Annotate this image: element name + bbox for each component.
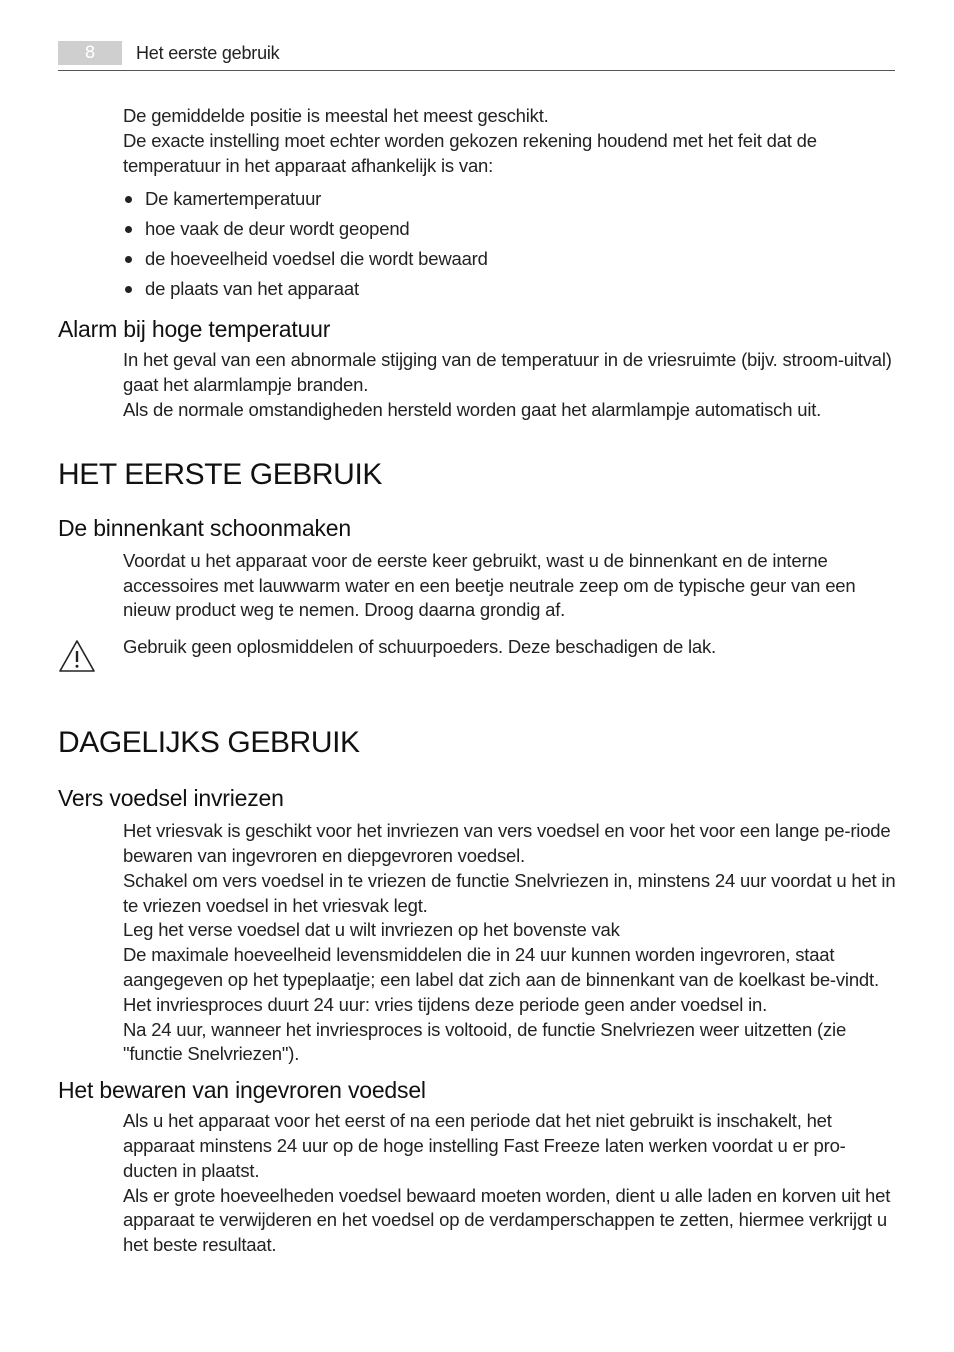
cleaning-heading: De binnenkant schoonmaken [58,514,351,541]
page-number: 8 [58,41,122,65]
freezing-line: De maximale hoeveelheid levensmiddelen die in 24 uur kunnen worden ingevroren, staat aangegeven op het typeplaatje; een label dat zich aan de binnenkant van de koelkast be-vindt. [123,944,879,990]
freezing-line: Na 24 uur, wanneer het invriesproces is voltooid, de functie Snelvriezen weer uitzetten (zie "functie Snelvriezen"). [123,1018,847,1065]
list-item: de plaats van het apparaat [123,274,898,304]
alarm-heading: Alarm bij hoge temperatuur [58,316,331,343]
alarm-line: In het geval van een abnormale stijging van de temperatuur in de vriesruimte (bijv. stroom-uitval) gaat het alarmlampje branden. [123,349,892,396]
cleaning-paragraph: Voordat u het apparaat voor de eerste keer gebruikt, wast u de binnenkant en de interne accessoires met lauwwarm water en een beetje neutrale zeep om de typische geur van een nieuw product weg te nemen. Droog daarna grondig af. [123,549,856,621]
storing-line: Als u het apparaat voor het eerst of na een periode dat het niet gebruikt is inschakelt, het apparaat minstens 24 uur op de hoge instelling Fast Freeze laten werken voordat u er pro-ducten in plaatst. [123,1110,846,1181]
alarm-paragraph [123,348,898,422]
storing-paragraph [123,1109,898,1258]
page-header [0,0,954,80]
list-item: De kamertemperatuur [123,184,898,214]
storing-heading: Het bewaren van ingevroren voedsel [58,1077,426,1104]
freezing-line: Schakel om vers voedsel in te vriezen de functie Snelvriezen in, minstens 24 uur voordat u het in te vriezen voedsel in het vriesvak legt. [123,869,896,916]
running-header-title: Het eerste gebruik [136,43,280,63]
warning-text: Gebruik geen oplosmiddelen of schuurpoeders. Deze beschadigen de lak. [123,636,716,658]
bullet-icon [125,286,132,293]
list-item: hoe vaak de deur wordt geopend [123,214,898,244]
intro-paragraph [123,104,898,178]
bullet-icon [125,256,132,263]
bullet-icon [125,196,132,203]
storing-line: Als er grote hoeveelheden voedsel bewaard moeten worden, dient u alle laden en korven uit het apparaat te verwijderen en het voedsel op de verdamperschappen te zetten, hiermee verkrijgt u het beste resultaat. [123,1184,891,1256]
list-item: de hoeveelheid voedsel die wordt bewaard [123,244,898,274]
section-title-daily-use: DAGELIJKS GEBRUIK [58,726,360,760]
warning-note [58,635,898,679]
freezing-line: Het vriesvak is geschikt voor het invriezen van vers voedsel en voor het voor een lange pe-riode bewaren van ingevroren en diepgevroren voedsel. [123,820,891,866]
warning-triangle-icon [58,639,96,673]
freezing-paragraph [123,819,898,1067]
bullet-icon [125,226,132,233]
factor-list [123,184,898,304]
page-content [58,104,898,1258]
section-title-first-use: HET EERSTE GEBRUIK [58,457,382,491]
intro-line: De exacte instelling moet echter worden gekozen rekening houdend met het feit dat de temperatuur in het apparaat afhankelijk is van: [123,129,817,176]
freezing-line: Leg het verse voedsel dat u wilt invriezen op het bovenste vak [123,919,620,941]
intro-line: De gemiddelde positie is meestal het meest geschikt. [123,105,549,126]
freezing-heading: Vers voedsel invriezen [58,785,284,812]
freezing-line: Het invriesproces duurt 24 uur: vries tijdens deze periode geen ander voedsel in. [123,993,768,1015]
alarm-line: Als de normale omstandigheden hersteld worden gaat het alarmlampje automatisch uit. [123,398,822,420]
header-divider [58,70,895,71]
